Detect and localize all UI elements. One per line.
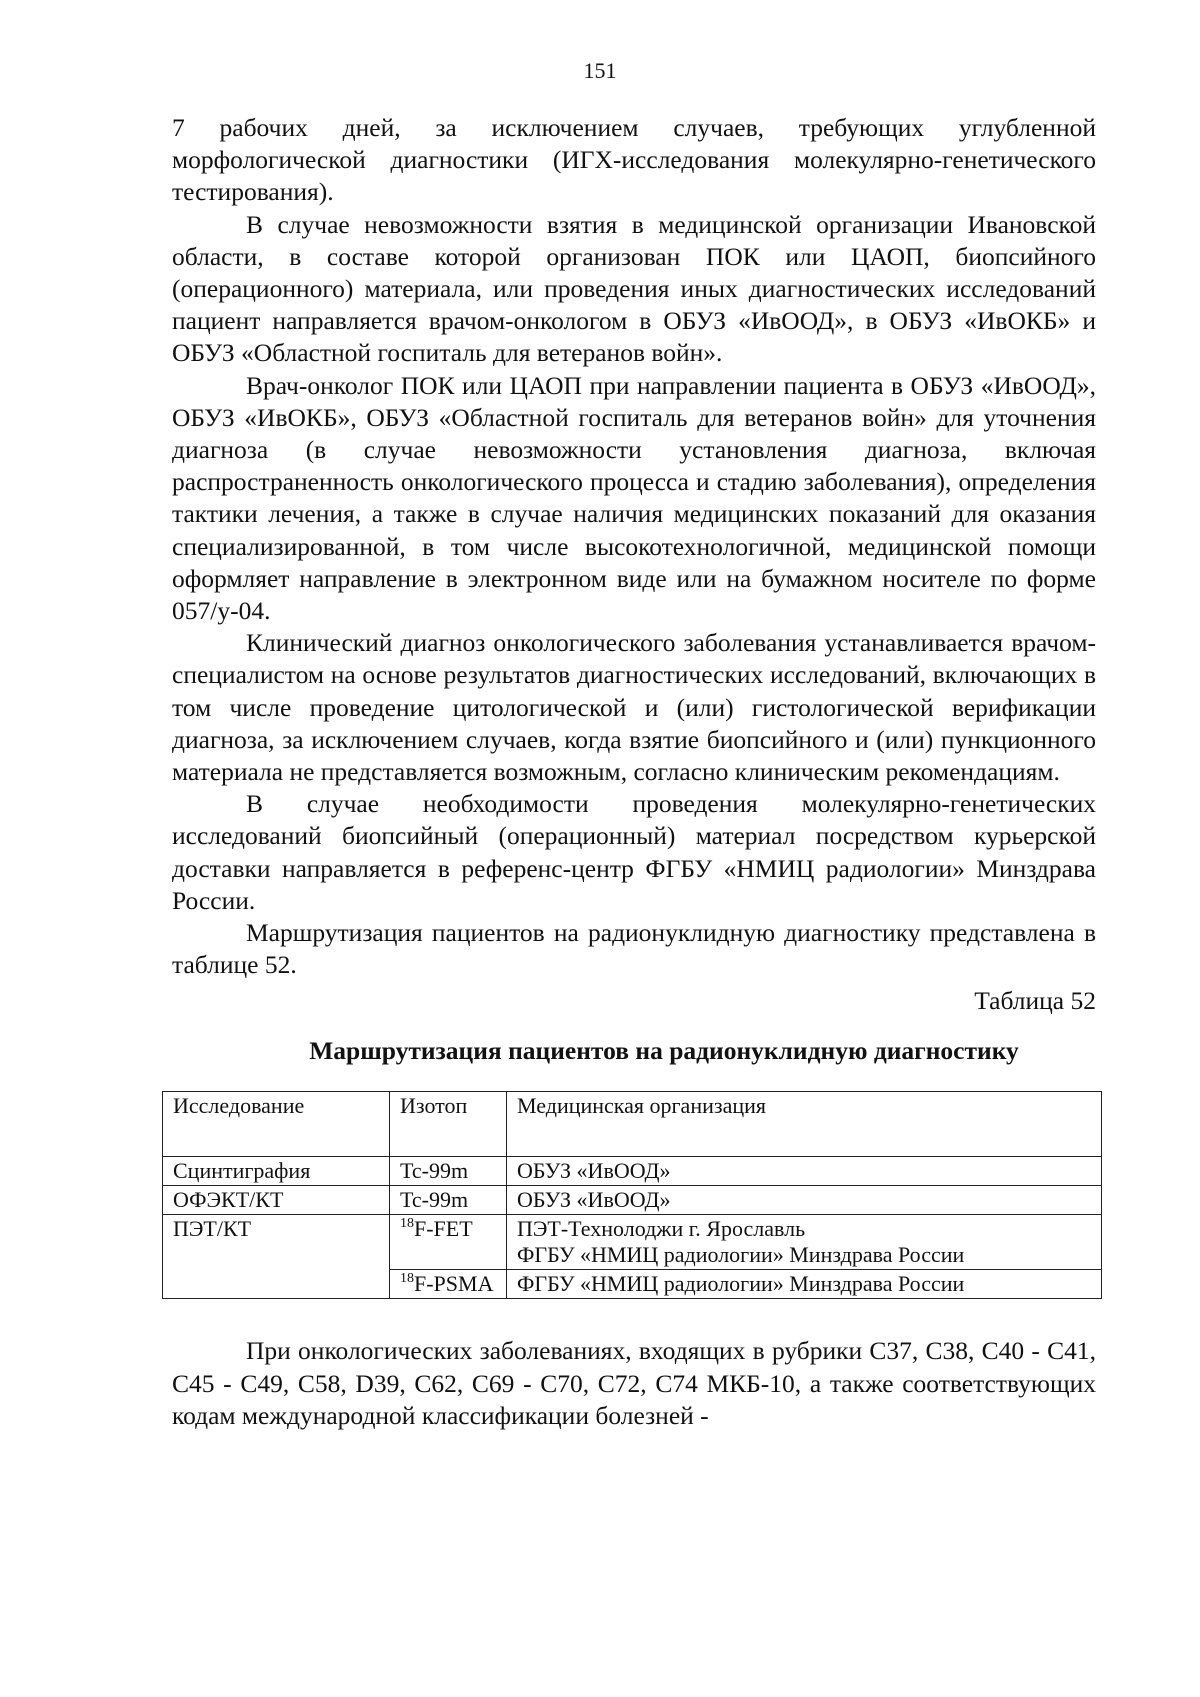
cell-organization: ОБУЗ «ИвООД» bbox=[507, 1157, 1102, 1186]
paragraph: Маршрутизация пациентов на радионуклидную диагностику представлена в таблице 52. bbox=[172, 918, 1096, 980]
cell-isotope: Tc-99m bbox=[390, 1186, 507, 1215]
cell-organization bbox=[507, 1215, 1102, 1270]
table-row bbox=[163, 1215, 1102, 1270]
cell-isotope bbox=[390, 1270, 507, 1299]
table-header-row bbox=[163, 1092, 1102, 1157]
cell-study: ОФЭКТ/КТ bbox=[163, 1186, 390, 1215]
paragraph: В случае невозможности взятия в медицинской организации Ивановской области, в составе которой организован ПОК или ЦАОП, биопсийного (операционного) материала, или проведения иных диагностических исследований пациент направляется врачом-онкологом в ОБУЗ «ИвООД», в ОБУЗ «ИвОКБ» и ОБУЗ «Областной госпиталь для ветеранов войн». bbox=[172, 209, 1096, 368]
cell-study: ПЭТ/КТ bbox=[163, 1215, 390, 1299]
paragraph: 7 рабочих дней, за исключением случаев, требующих углубленной морфологической диагностики (ИГХ-исследования молекулярно-генетического тестирования). bbox=[172, 113, 1096, 207]
page-number: 151 bbox=[583, 58, 617, 83]
isotope-mass-number: 18 bbox=[400, 1216, 414, 1232]
organization-line: ПЭТ-Технолоджи г. Ярославль bbox=[517, 1216, 806, 1242]
header-isotope: Изотоп bbox=[390, 1092, 507, 1157]
table-title: Маршрутизация пациентов на радионуклидную диагностику bbox=[309, 1036, 1019, 1066]
table-row bbox=[163, 1157, 1102, 1186]
organization-line: ФГБУ «НМИЦ радиологии» Минздрава России bbox=[517, 1242, 965, 1268]
cell-isotope bbox=[390, 1215, 507, 1270]
table-caption: Таблица 52 bbox=[974, 986, 1096, 1016]
header-organization: Медицинская организация bbox=[507, 1092, 1102, 1157]
isotope-name: F-FET bbox=[414, 1216, 473, 1242]
paragraph: При онкологических заболеваниях, входящих в рубрики C37, C38, C40 - C41, C45 - C49, C58, D39, C62, C69 - C70, C72, C74 МКБ-10, а также соответствующих кодам международной классификации болезней - bbox=[172, 1336, 1096, 1430]
paragraph: Клинический диагноз онкологического заболевания устанавливается врачом-специалистом на основе результатов диагностических исследований, включающих в том числе проведение цитологической и (или) гистологической верификации диагноза, за исключением случаев, когда взятие биопсийного и (или) пункционного материала не представляется возможным, согласно клиническим рекомендациям. bbox=[172, 628, 1096, 787]
header-study: Исследование bbox=[163, 1092, 390, 1157]
cell-organization: ФГБУ «НМИЦ радиологии» Минздрава России bbox=[507, 1270, 1102, 1299]
table-row bbox=[163, 1186, 1102, 1215]
after-table-text bbox=[172, 1335, 1096, 1432]
cell-isotope: Tc-99m bbox=[390, 1157, 507, 1186]
isotope-name: F-PSMA bbox=[414, 1271, 494, 1297]
paragraph: Врач-онколог ПОК или ЦАОП при направлении пациента в ОБУЗ «ИвООД», ОБУЗ «ИвОКБ», ОБУЗ «Областной госпиталь для ветеранов войн» для уточнения диагноза (в случае невозможности установления диагноза, включая распространенность онкологического процесса и стадию заболевания), определения тактики лечения, а также в случае наличия медицинских показаний для оказания специализированной, в том числе высокотехнологичной, медицинской помощи оформляет направление в электронном виде или на бумажном носителе по форме 057/у-04. bbox=[172, 370, 1096, 626]
paragraph: В случае необходимости проведения молекулярно-генетических исследований биопсийный (операционный) материал посредством курьерской доставки направляется в референс-центр ФГБУ «НМИЦ радиологии» Минздрава России. bbox=[172, 789, 1096, 915]
isotope-mass-number: 18 bbox=[400, 1271, 414, 1287]
cell-study: Сцинтиграфия bbox=[163, 1157, 390, 1186]
routing-table bbox=[162, 1091, 1102, 1299]
cell-organization: ОБУЗ «ИвООД» bbox=[507, 1186, 1102, 1215]
page-content bbox=[172, 112, 1096, 1432]
